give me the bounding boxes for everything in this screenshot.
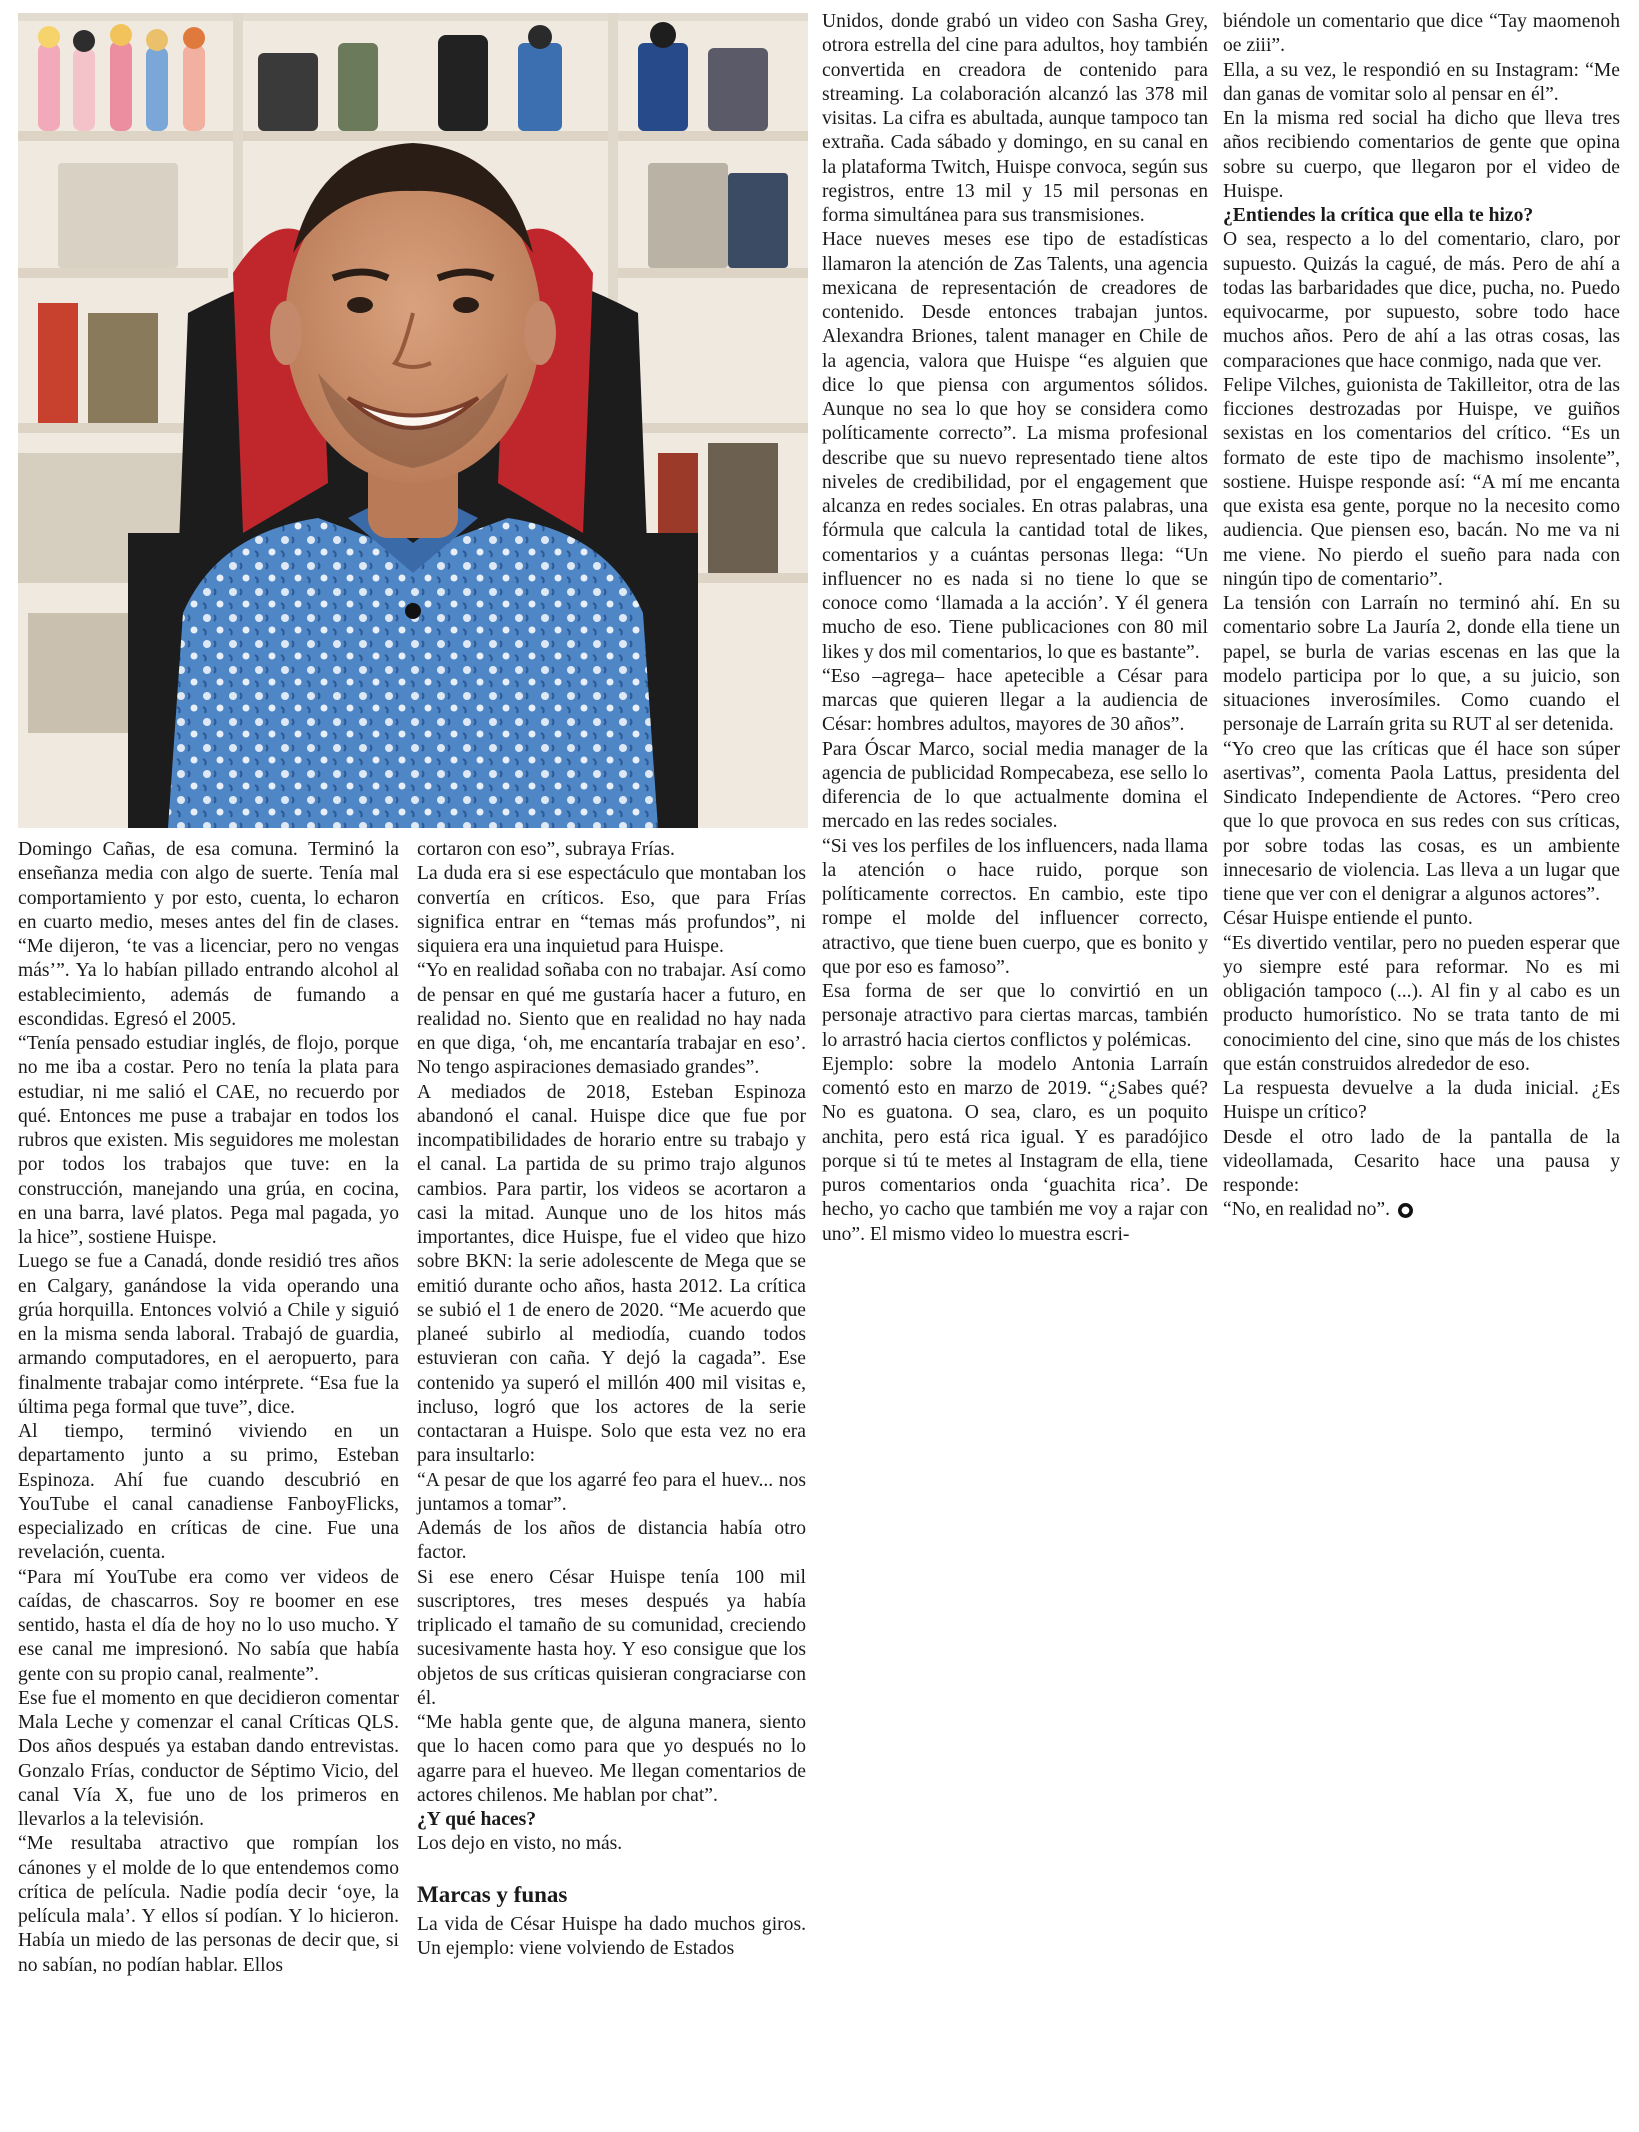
- paragraph: Domingo Cañas, de esa comuna. Terminó la enseñanza media con algo de suerte. Tenía mal comportamiento y por esto, cuenta, lo echaron en cuarto medio, meses antes del fin de clases. “Me dijeron, ‘te vas a licenciar, pero no vengas más’”. Ya lo habían pillado entrando alcohol al establecimiento, además de fumando a escondidas. Egresó el 2005.: [18, 839, 399, 1030]
- paragraph: Hace nueves meses ese tipo de estadísticas llamaron la atención de Zas Talents, una agencia mexicana de representación de creadores de contenido. Desde entonces trabajan juntos. Alexandra Briones, talent manager en Chile de la agencia, valora que Huispe “es alguien que dice lo que piensa con argumentos sólidos. Aunque no sea lo que hoy se considera como políticamente correcto”. La misma profesional describe que su nuevo representado tiene altos niveles de credibilidad, por el engagement que alcanza en redes sociales. En otras palabras, una fórmula que calcula la cantidad total de likes, comentarios y a cuántas personas llega: “Un influencer no es nada si no tiene lo que se conoce como ‘llamada a la acción’. Y él genera mucho de eso. Tiene publicaciones con 80 mil likes y dos mil comentarios, lo que es bastante”.: [822, 229, 1208, 663]
- article-column-3: [822, 10, 1208, 1247]
- paragraph: “Tenía pensado estudiar inglés, de flojo, porque no me iba a costar. Pero no tenía la plata para estudiar, ni me salió el CAE, no recuerdo por qué. Entonces me puse a trabajar en todos los rubros que existen. Mis seguidores me molestan por todos los trabajos que tuve: en la construcción, manejando una grúa, en cocina, en una barra, lavé platos. Pega mal pagada, yo la hice”, sostiene Huispe.: [18, 1033, 399, 1248]
- interview-question: ¿Y qué haces?: [417, 1809, 537, 1830]
- paragraph: “Es divertido ventilar, pero no pueden esperar que yo siempre esté para reformar. No es mi obligación tampoco (...). Al fin y al cabo es un producto humorístico. No se trata tanto de mi conocimiento del cine, sino que más de los chistes que están construidos alrededor de eso.: [1223, 932, 1620, 1075]
- paragraph: “Me resultaba atractivo que rompían los cánones y el molde de lo que entendemos como crítica de película. Nadie podía decir ‘oye, la película mala’. Y ellos sí podían. Y lo hicieron. Había un miedo de las personas de decir que, si no sabían, no podían hablar. Ellos: [18, 1833, 399, 1976]
- paragraph: Ejemplo: sobre la modelo Antonia Larraín comentó esto en marzo de 2019. “¿Sabes qué? No es guatona. O sea, claro, es un poquito anchita, pero está rica igual. Y es paradójico porque si tú te metes al Instagram de ella, tiene puros comentarios onda ‘guachita rica’. De hecho, yo cacho que también me voy a rajar con uno”. El mismo video lo muestra escri-: [822, 1053, 1208, 1245]
- paragraph: biéndole un comentario que dice “Tay maomenoh oe ziii”.: [1223, 11, 1620, 57]
- paragraph: Luego se fue a Canadá, donde residió tres años en Calgary, ganándose la vida operando una grúa horquilla. Entonces volvió a Chile y siguió en la misma senda laboral. Trabajó de guardia, armando computadores, en el aeropuerto, para finalmente trabajar como intérprete. “Esa fue la última pega formal que tuve”, dice.: [18, 1251, 399, 1418]
- paragraph: Desde el otro lado de la pantalla de la videollamada, Cesarito hace una pausa y responde:: [1223, 1126, 1620, 1196]
- paragraph: O sea, respecto a lo del comentario, claro, por supuesto. Quizás la cagué, de más. Pero de ahí a todas las barbaridades que dice, pucha, no. Puedo equivocarme, por supuesto, sobre todo hace muchos años. Pero de ahí a las otras cosas, las comparaciones que hace conmigo, nada que ver.: [1223, 229, 1620, 372]
- paragraph: “A pesar de que los agarré feo para el huev... nos juntamos a tomar”.: [417, 1469, 806, 1515]
- section-heading: Marcas y funas: [417, 1881, 568, 1907]
- paragraph: Ese fue el momento en que decidieron comentar Mala Leche y comenzar el canal Críticas QLS. Dos años después ya estaban dando entrevistas. Gonzalo Frías, conductor de Séptimo Vicio, del canal Vía X, fue uno de los primeros en llevarlos a la televisión.: [18, 1687, 399, 1830]
- paragraph: La duda era si ese espectáculo que montaban los convertía en críticos. Eso, que para Frías significa entrar en “temas más profundos”, ni siquiera era una inquietud para Huispe.: [417, 863, 806, 957]
- paragraph: La tensión con Larraín no terminó ahí. En su comentario sobre La Jauría 2, donde ella tiene un papel, se burla de varias escenas en las que la modelo participa por lo que, a su juicio, son situaciones inverosímiles. Como cuando el personaje de Larraín grita su RUT al ser detenida.: [1223, 593, 1620, 736]
- paragraph: “Eso –agrega– hace apetecible a César para marcas que quieren llegar a la audiencia de César: hombres adultos, mayores de 30 años”.: [822, 665, 1208, 736]
- article-column-4: [1223, 10, 1620, 1223]
- article-photo: [18, 13, 808, 828]
- paragraph: César Huispe entiende el punto.: [1223, 908, 1473, 930]
- paragraph: “Para mí YouTube era como ver videos de caídas, de chascarros. Soy re boomer en ese sentido, hasta el día de hoy no lo uso mucho. Y ese canal me impresionó. No sabía que había gente con su propio canal, realmente”.: [18, 1566, 399, 1685]
- paragraph: “Si ves los perfiles de los influencers, nada llama la atención o hace ruido, porque son políticamente correctos. En cambio, este tipo rompe el molde del influencer correcto, atractivo, que tiene buen cuerpo, que es bonito y que por eso es famoso”.: [822, 835, 1208, 978]
- interview-question: ¿Entiendes la crítica que ella te hizo?: [1223, 205, 1534, 226]
- paragraph: Los dejo en visto, no más.: [417, 1833, 623, 1855]
- article-column-1: [18, 838, 399, 1978]
- paragraph: “No, en realidad no”. ●: [1223, 1198, 1620, 1222]
- paragraph: “Yo creo que las críticas que él hace son súper asertivas”, comenta Paola Lattus, presidenta del Sindicato Independiente de Actores. “Pero creo que lo que provoca en sus redes con sus críticas, por sobre todas las cosas, es un ambiente innecesario de violencia. Las lleva a un lugar que tiene que ver con el denigrar a algunos actores”.: [1223, 738, 1620, 905]
- paragraph: cortaron con eso”, subraya Frías.: [417, 839, 675, 860]
- paragraph: Unidos, donde grabó un video con Sasha Grey, otrora estrella del cine para adultos, hoy también convertida en creadora de contenido para streaming. La colaboración alcanzó las 378 mil visitas. La cifra es abultada, aunque tampoco tan extraña. Cada sábado y domingo, en su canal en la plataforma Twitch, Huispe convoca, según sus registros, entre 13 mil y 15 mil personas en forma simultánea para sus transmisiones.: [822, 11, 1208, 226]
- paragraph: Al tiempo, terminó viviendo en un departamento junto a su primo, Esteban Espinoza. Ahí fue cuando descubrió en YouTube el canal canadiense FanboyFlicks, especializado en críticas de cine. Fue una revelación, cuenta.: [18, 1421, 399, 1564]
- paragraph: Además de los años de distancia había otro factor.: [417, 1518, 806, 1564]
- paragraph: Ella, a su vez, le respondió en su Instagram: “Me dan ganas de vomitar solo al pensar en él”.: [1223, 59, 1620, 105]
- paragraph: Para Óscar Marco, social media manager de la agencia de publicidad Rompecabeza, ese sello lo diferencia de lo que actualmente domina el mercado en las redes sociales.: [822, 738, 1208, 833]
- end-of-article-icon: ●: [1398, 1203, 1413, 1218]
- paragraph: Felipe Vilches, guionista de Takilleitor, otra de las ficciones destrozadas por Huispe, ve guiños sexistas en los comentarios del crítico. “Es un formato de este tipo de machismo insolente”, sostiene. Huispe responde así: “A mí me encanta que exista esa gente, porque no la necesito como audiencia. Que piensen eso, bacán. No me va ni me viene. No pierdo el sueño para nada con ningún tipo de comentario”.: [1223, 374, 1620, 590]
- photo-illustration: [18, 13, 808, 828]
- paragraph: Si ese enero César Huispe tenía 100 mil suscriptores, tres meses después ya había triplicado el tamaño de su comunidad, creciendo sucesivamente hasta hoy. Y eso consigue que los objetos de sus críticas quisieran congraciarse con él.: [417, 1566, 806, 1709]
- paragraph: La vida de César Huispe ha dado muchos giros. Un ejemplo: viene volviendo de Estados: [417, 1913, 806, 1959]
- article-column-2: [417, 838, 806, 1961]
- paragraph: “Yo en realidad soñaba con no trabajar. Así como de pensar en qué me gustaría hacer a futuro, en realidad no. Siento que en realidad no hay nada en que diga, ‘oh, me encantaría trabajar en eso’. No tengo aspiraciones demasiado grandes”.: [417, 960, 806, 1079]
- paragraph: “Me habla gente que, de alguna manera, siento que lo hacen como para que yo después no lo agarre para el hueveo. Me llegan comentarios de actores chilenos. Me hablan por chat”.: [417, 1712, 806, 1806]
- paragraph: En la misma red social ha dicho que lleva tres años recibiendo comentarios de gente que opina sobre su cuerpo, que llegaron por el video de Huispe.: [1223, 108, 1620, 202]
- paragraph: La respuesta devuelve a la duda inicial. ¿Es Huispe un crítico?: [1223, 1078, 1620, 1124]
- paragraph: A mediados de 2018, Esteban Espinoza abandonó el canal. Huispe dice que fue por incompatibilidades de horario entre su trabajo y el canal. La partida de su primo trajo algunos cambios. Para partir, los videos se acortaron a casi la mitad. Aunque uno de los hitos más importantes, dice Huispe, fue el video que hizo sobre BKN: la serie adolescente de Mega que se emitió durante ocho años, hasta 2012. La crítica se subió el 1 de enero de 2020. “Me acuerdo que planeé subirlo al mediodía, cuando todos estuvieran con caña. Y dejó la cagada”. Ese contenido ya superó el millón 400 mil visitas e, incluso, logró que los actores de la serie contactaran a Huispe. Solo que esta vez no era para insultarlo:: [417, 1081, 806, 1467]
- paragraph: Esa forma de ser que lo convirtió en un personaje atractivo para ciertas marcas, también lo arrastró hacia ciertos conflictos y polémicas.: [822, 981, 1208, 1051]
